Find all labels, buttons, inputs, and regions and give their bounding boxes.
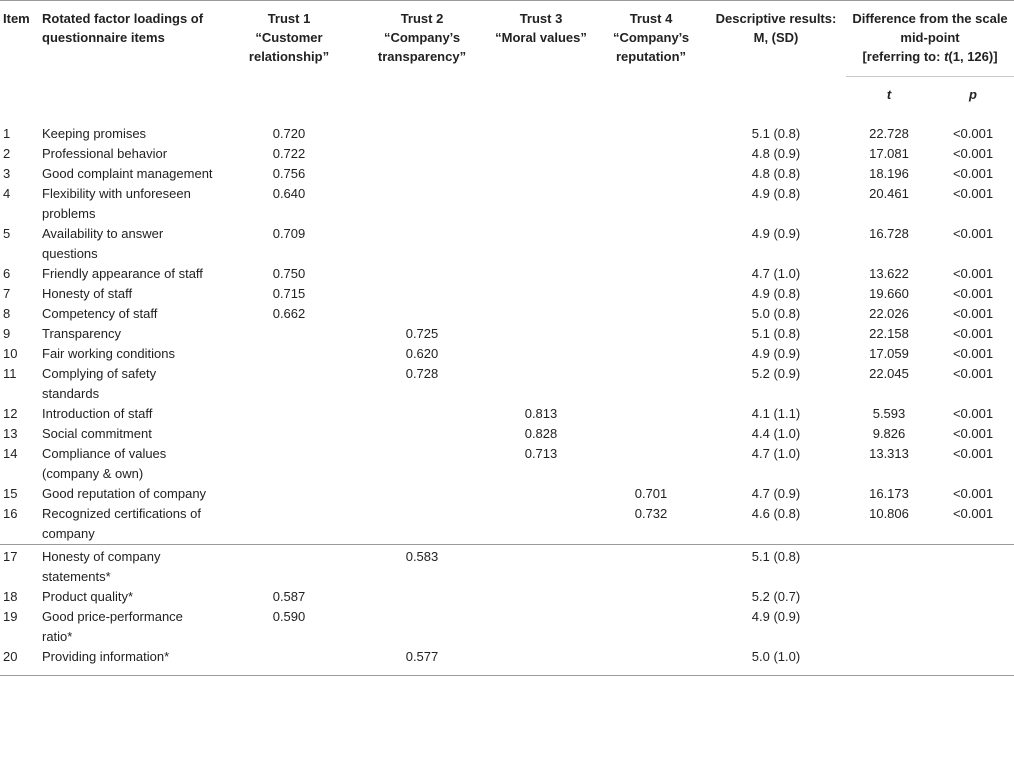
- table-row: [0, 504, 1014, 545]
- trust3-loading: [486, 607, 596, 647]
- p-value: <0.001: [952, 406, 994, 421]
- item-description: Compliance of values (company & own): [42, 446, 167, 481]
- mean-sd: 4.9 (0.8): [751, 286, 801, 301]
- trust2-loading: [358, 184, 486, 224]
- trust2-loading: [358, 484, 486, 504]
- trust4-loading: 0.732: [634, 506, 668, 521]
- mean-sd: 4.8 (0.8): [751, 166, 801, 181]
- mean-sd: 4.9 (0.9): [751, 609, 801, 624]
- difference-reference: [referring to: t(1, 126)]: [862, 49, 998, 64]
- item-description: Honesty of staff: [42, 286, 133, 301]
- table-row: [0, 545, 1014, 588]
- trust4-loading: [596, 164, 706, 184]
- trust3-loading: [486, 484, 596, 504]
- item-description: Transparency: [42, 326, 121, 341]
- p-value: <0.001: [952, 126, 994, 141]
- trust4-title: Trust 4: [629, 11, 673, 26]
- item-number: 5: [3, 226, 11, 241]
- item-number: 16: [3, 506, 18, 521]
- item-description: Social commitment: [42, 426, 152, 441]
- p-value: [932, 545, 1014, 588]
- trust3-loading: [486, 264, 596, 284]
- p-value: <0.001: [952, 226, 994, 241]
- item-number: 17: [0, 545, 38, 588]
- trust2-loading: [358, 444, 486, 484]
- item-description: Friendly appearance of staff: [42, 266, 203, 281]
- trust3-loading: [486, 144, 596, 164]
- item-header: Item: [3, 11, 30, 26]
- trust3-loading: 0.713: [524, 446, 558, 461]
- trust1-loading: 0.662: [272, 306, 306, 321]
- trust3-loading: [486, 647, 596, 676]
- t-value: [846, 587, 932, 607]
- table-row: [0, 364, 1014, 404]
- t-value: 16.728: [869, 226, 909, 241]
- trust3-loading: [486, 545, 596, 588]
- item-number: 1: [3, 126, 11, 141]
- item-description: Good complaint management: [42, 166, 213, 181]
- trust1-loading: 0.750: [272, 266, 306, 281]
- item-description: Good price-performance ratio*: [42, 609, 183, 644]
- t-value: 22.026: [869, 306, 909, 321]
- trust2-loading: [358, 264, 486, 284]
- table-row: [0, 144, 1014, 164]
- trust3-loading: [486, 587, 596, 607]
- trust1-loading: 0.715: [272, 286, 306, 301]
- trust4-subtitle: “Company’s reputation”: [612, 30, 690, 64]
- trust2-title: Trust 2: [400, 11, 444, 26]
- trust3-loading: [486, 344, 596, 364]
- trust1-loading: 0.756: [272, 166, 306, 181]
- item-number: 4: [3, 186, 11, 201]
- p-value: <0.001: [952, 286, 994, 301]
- trust2-loading: 0.577: [358, 647, 486, 676]
- table-row: [0, 607, 1014, 647]
- p-value: <0.001: [952, 446, 994, 461]
- trust1-loading: 0.587: [272, 589, 306, 604]
- item-number: 6: [3, 266, 11, 281]
- item-description: Recognized certifications of company: [42, 506, 201, 541]
- mean-sd: 5.0 (1.0): [706, 647, 846, 676]
- table-row: [0, 114, 1014, 144]
- trust4-loading: [596, 114, 706, 144]
- p-value: <0.001: [952, 146, 994, 161]
- trust1-header: [220, 1, 358, 115]
- table-row: [0, 444, 1014, 484]
- table-row: [0, 587, 1014, 607]
- mean-sd: 5.1 (0.8): [751, 126, 801, 141]
- t-value: [846, 607, 932, 647]
- trust2-loading: 0.725: [405, 326, 439, 341]
- table-row: [0, 284, 1014, 304]
- trust1-loading: 0.720: [272, 126, 306, 141]
- header-row: [0, 1, 1014, 77]
- trust4-loading: [596, 184, 706, 224]
- trust3-loading: [486, 184, 596, 224]
- table-row: [0, 404, 1014, 424]
- trust4-loading: [596, 545, 706, 588]
- p-value: <0.001: [952, 346, 994, 361]
- trust2-subtitle: “Company’s transparency”: [377, 30, 467, 64]
- item-description: Availability to answer questions: [42, 226, 164, 261]
- trust2-loading: [358, 284, 486, 304]
- item-number: 2: [3, 146, 11, 161]
- trust3-loading: [486, 114, 596, 144]
- t-value: 22.728: [869, 126, 909, 141]
- table-body: [0, 114, 1014, 676]
- trust3-loading: [486, 224, 596, 264]
- trust1-loading: [220, 324, 358, 344]
- mean-sd: 4.8 (0.9): [751, 146, 801, 161]
- trust3-loading: [486, 324, 596, 344]
- t-value: 18.196: [869, 166, 909, 181]
- item-description: Flexibility with unforeseen problems: [42, 186, 191, 221]
- trust1-loading: [220, 364, 358, 404]
- t-value: 17.059: [869, 346, 909, 361]
- trust4-loading: [596, 284, 706, 304]
- item-description: Providing information*: [38, 647, 220, 676]
- item-number: 8: [3, 306, 11, 321]
- item-number: 11: [3, 366, 17, 381]
- trust4-loading: [596, 444, 706, 484]
- item-number: 12: [3, 406, 18, 421]
- p-value: <0.001: [952, 266, 994, 281]
- item-description: Competency of staff: [42, 306, 158, 321]
- trust1-loading: [220, 484, 358, 504]
- item-number: 19: [3, 609, 18, 624]
- trust2-loading: [358, 607, 486, 647]
- p-value: <0.001: [952, 366, 994, 381]
- trust4-loading: [596, 304, 706, 324]
- table-row: [0, 344, 1014, 364]
- t-header: t: [886, 87, 892, 102]
- trust3-loading: [486, 284, 596, 304]
- trust2-loading: [358, 164, 486, 184]
- trust2-loading: 0.728: [405, 366, 439, 381]
- trust3-title: Trust 3: [519, 11, 563, 26]
- t-value: 22.045: [869, 366, 909, 381]
- trust1-loading: [220, 545, 358, 588]
- p-header: p: [969, 87, 977, 102]
- table-row: [0, 304, 1014, 324]
- mean-sd: 5.1 (0.8): [706, 545, 846, 588]
- trust1-loading: 0.709: [272, 226, 306, 241]
- item-number: 18: [3, 589, 18, 604]
- p-value: [932, 607, 1014, 647]
- mean-sd: 4.4 (1.0): [751, 426, 801, 441]
- rotated-loadings-header: Rotated factor loadings of questionnaire items: [42, 11, 204, 45]
- trust4-loading: [596, 424, 706, 444]
- trust3-subtitle: “Moral values”: [495, 30, 587, 45]
- mean-sd: 5.2 (0.7): [751, 589, 801, 604]
- table-row: [0, 184, 1014, 224]
- descriptive-results-header: Descriptive results: M, (SD): [715, 11, 837, 45]
- trust2-loading: [358, 304, 486, 324]
- table-row: [0, 484, 1014, 504]
- item-number: 13: [3, 426, 18, 441]
- t-value: 22.158: [869, 326, 909, 341]
- item-number: 15: [3, 486, 18, 501]
- trust1-loading: 0.590: [272, 609, 306, 624]
- trust4-loading: [596, 344, 706, 364]
- trust4-loading: [596, 264, 706, 284]
- item-number: 14: [3, 446, 18, 461]
- trust2-header: [358, 1, 486, 115]
- item-description: Honesty of company statements*: [38, 545, 220, 588]
- p-value: <0.001: [952, 426, 994, 441]
- item-number: 20: [0, 647, 38, 676]
- trust4-loading: [596, 224, 706, 264]
- item-number: 9: [3, 326, 11, 341]
- mean-sd: 5.1 (0.8): [751, 326, 801, 341]
- mean-sd: 5.2 (0.9): [751, 366, 801, 381]
- trust1-title: Trust 1: [267, 11, 311, 26]
- trust2-loading: [358, 114, 486, 144]
- item-description: Complying of safety standards: [42, 366, 157, 401]
- mean-sd: 4.9 (0.9): [751, 226, 801, 241]
- trust3-header: [486, 1, 596, 115]
- item-number: 10: [3, 346, 18, 361]
- t-value: 19.660: [869, 286, 909, 301]
- trust3-loading: [486, 504, 596, 545]
- trust1-loading: [220, 344, 358, 364]
- trust1-loading: [220, 424, 358, 444]
- trust2-loading: [358, 587, 486, 607]
- item-number: 3: [3, 166, 11, 181]
- trust3-loading: [486, 164, 596, 184]
- item-description: Good reputation of company: [42, 486, 207, 501]
- trust3-loading: [486, 304, 596, 324]
- t-value: 16.173: [869, 486, 909, 501]
- difference-header: [846, 1, 1014, 77]
- mean-sd: 4.6 (0.8): [751, 506, 801, 521]
- trust1-loading: 0.640: [272, 186, 306, 201]
- p-value: <0.001: [952, 306, 994, 321]
- table-row: [0, 424, 1014, 444]
- p-value: <0.001: [952, 506, 994, 521]
- t-value: 10.806: [869, 506, 909, 521]
- trust4-loading: [596, 587, 706, 607]
- trust4-loading: [596, 404, 706, 424]
- table-row: [0, 647, 1014, 676]
- t-value: 13.622: [869, 266, 909, 281]
- trust1-loading: 0.722: [272, 146, 306, 161]
- p-value: <0.001: [952, 166, 994, 181]
- mean-sd: 4.7 (1.0): [751, 266, 801, 281]
- item-description: Introduction of staff: [42, 406, 153, 421]
- table-row: [0, 324, 1014, 344]
- trust2-loading: [358, 424, 486, 444]
- trust2-loading: [358, 224, 486, 264]
- p-value: <0.001: [952, 486, 994, 501]
- mean-sd: 4.1 (1.1): [751, 406, 801, 421]
- table-row: [0, 164, 1014, 184]
- p-value: <0.001: [952, 186, 994, 201]
- t-value: [846, 647, 932, 676]
- trust3-loading: [486, 364, 596, 404]
- t-value: 20.461: [869, 186, 909, 201]
- trust3-loading: 0.828: [524, 426, 558, 441]
- trust1-loading: [220, 504, 358, 545]
- trust4-loading: 0.701: [634, 486, 668, 501]
- trust2-loading: [358, 404, 486, 424]
- trust2-loading: [358, 504, 486, 545]
- item-description: Keeping promises: [42, 126, 147, 141]
- trust1-loading: [220, 444, 358, 484]
- t-value: 17.081: [869, 146, 909, 161]
- mean-sd: 4.9 (0.9): [751, 346, 801, 361]
- mean-sd: 5.0 (0.8): [751, 306, 801, 321]
- trust4-header: [596, 1, 706, 115]
- difference-title: Difference from the scale mid-point: [852, 11, 1008, 45]
- trust1-loading: [220, 404, 358, 424]
- trust4-loading: [596, 607, 706, 647]
- trust4-loading: [596, 364, 706, 404]
- mean-sd: 4.9 (0.8): [751, 186, 801, 201]
- trust4-loading: [596, 324, 706, 344]
- t-value: 9.826: [872, 426, 906, 441]
- trust2-loading: 0.583: [358, 545, 486, 588]
- t-value: 5.593: [872, 406, 906, 421]
- item-number: 7: [3, 286, 11, 301]
- trust4-loading: [596, 647, 706, 676]
- p-value: [932, 647, 1014, 676]
- table-row: [0, 264, 1014, 284]
- mean-sd: 4.7 (0.9): [751, 486, 801, 501]
- mean-sd: 4.7 (1.0): [751, 446, 801, 461]
- trust3-loading: 0.813: [524, 406, 558, 421]
- item-description: Professional behavior: [42, 146, 168, 161]
- trust4-loading: [596, 144, 706, 164]
- item-description: Product quality*: [42, 589, 134, 604]
- table-row: [0, 224, 1014, 264]
- t-value: 13.313: [869, 446, 909, 461]
- t-value: [846, 545, 932, 588]
- trust1-subtitle: “Customer relationship”: [248, 30, 330, 64]
- trust2-loading: 0.620: [405, 346, 439, 361]
- trust2-loading: [358, 144, 486, 164]
- item-description: Fair working conditions: [42, 346, 175, 361]
- p-value: <0.001: [952, 326, 994, 341]
- trust1-loading: [220, 647, 358, 676]
- p-value: [932, 587, 1014, 607]
